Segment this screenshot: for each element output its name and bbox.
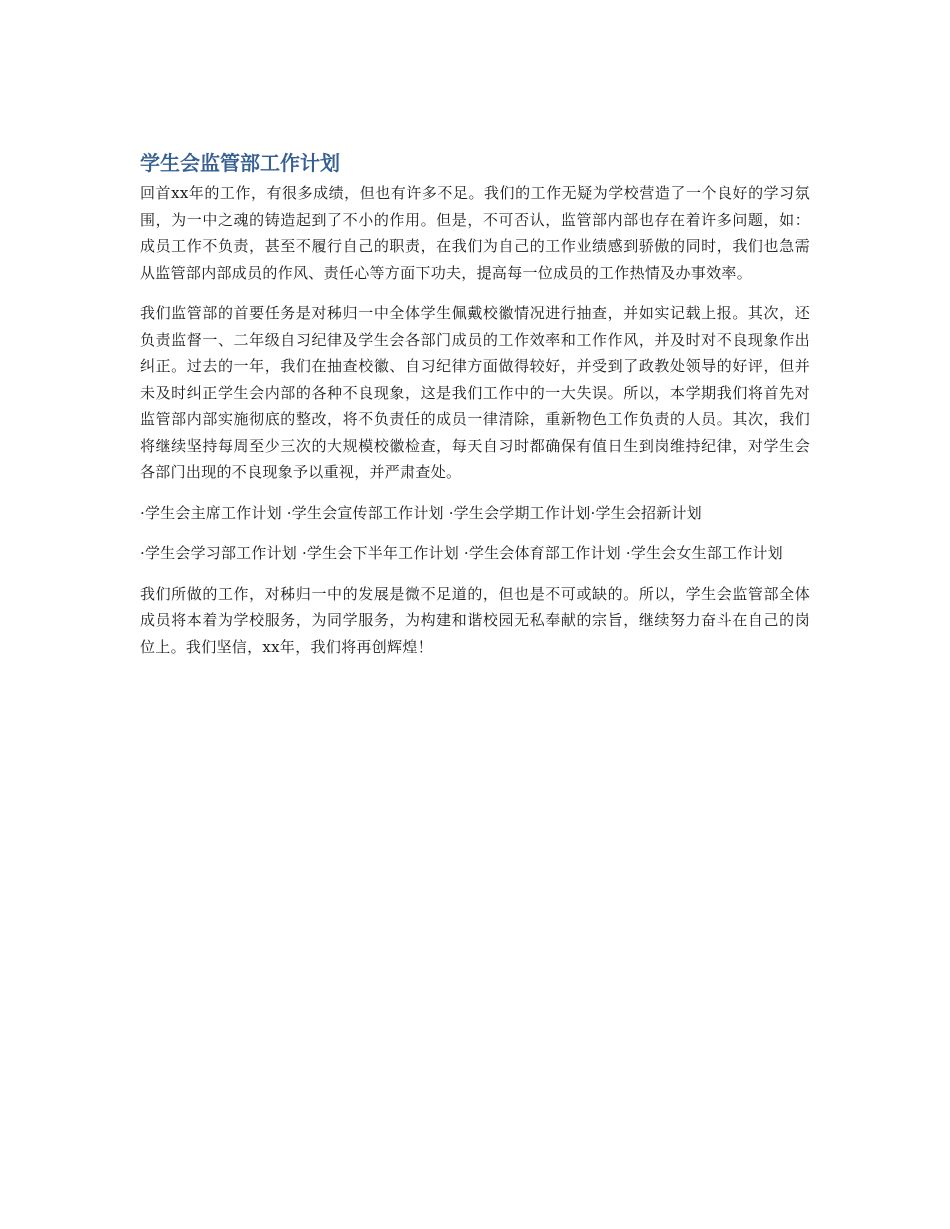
link-publicity-plan[interactable]: · 学生会宣传部工作计划	[287, 504, 444, 522]
paragraph-closing: 我们所做的工作，对秭归一中的发展是微不足道的，但也是不可或缺的。所以，学生会监管部全体成员将本着为学校服务，为同学服务，为构建和谐校园无私奉献的宗旨，继续努力奋斗在自己的岗位上。我们坚信，xx年，我们将再创辉煌！	[140, 584, 810, 656]
link-sports-dept-plan[interactable]: · 学生会体育部工作计划	[464, 544, 621, 562]
paragraph-tasks: 我们监管部的首要任务是对秭归一中全体学生佩戴校徽情况进行抽查，并如实记载上报。其次，还负责监督一、二年级自习纪律及学生会各部门成员的工作效率和工作作风，并及时对不良现象作出纠正。过去的一年，我们在抽查校徽、自习纪律方面做得较好，并受到了政教处领导的好评，但并未及时纠正学生会内部的各种不良现象，这是我们工作中的一大失误。所以，本学期我们将首先对监管部内部实施彻底的整改，将不负责任的成员一律清除，重新物色工作负责的人员。其次，我们将继续坚持每周至少三次的大规模校徽检查，每天自习时都确保有值日生到岗维持纪律，对学生会各部门出现的不良现象予以重视，并严肃查处。	[140, 304, 810, 481]
link-chairman-plan[interactable]: · 学生会主席工作计划	[140, 504, 282, 522]
document-title: 学生会监管部工作计划	[140, 151, 340, 175]
related-links-row-2	[140, 540, 810, 567]
link-girls-dept-plan[interactable]: · 学生会女生部工作计划	[626, 544, 783, 562]
link-semester-plan[interactable]: · 学生会学期工作计划	[449, 504, 591, 522]
document-page	[140, 148, 810, 674]
related-links-row-1	[140, 500, 810, 527]
paragraph-review: 回首xx年的工作，有很多成绩，但也有许多不足。我们的工作无疑为学校营造了一个良好的学习氛围，为一中之魂的铸造起到了不小的作用。但是，不可否认，监管部内部也存在着许多问题，如：成员工作不负责，甚至不履行自己的职责，在我们为自己的工作业绩感到骄傲的同时，我们也急需从监管部内部成员的作风、责任心等方面下功夫，提高每一位成员的工作热情及办事效率。	[140, 184, 810, 282]
link-recruitment-plan[interactable]: · 学生会招新计划	[590, 504, 701, 522]
link-study-dept-plan[interactable]: · 学生会学习部工作计划	[140, 544, 297, 562]
link-second-half-plan[interactable]: · 学生会下半年工作计划	[302, 544, 459, 562]
